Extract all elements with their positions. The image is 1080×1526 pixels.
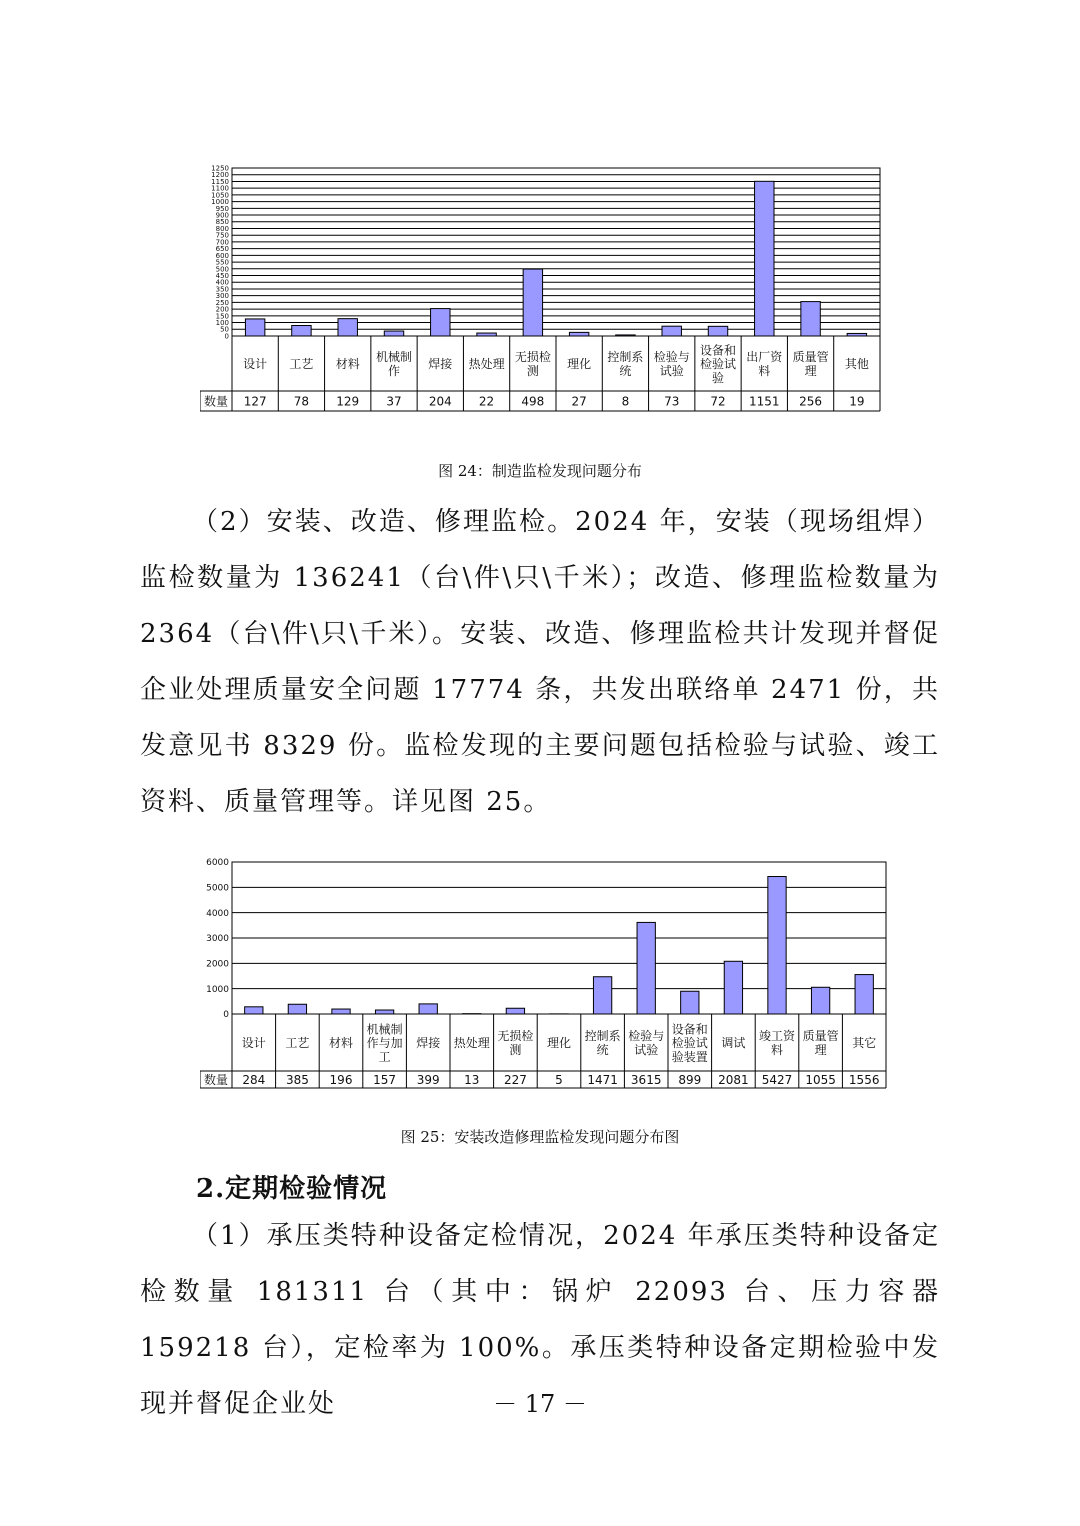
value-label: 227 [503, 1073, 527, 1088]
figure-24-caption: 图 24：制造监检发现问题分布 [438, 462, 642, 480]
figure-25-caption: 图 25：安装改造修理监检发现问题分布图 [400, 1128, 680, 1146]
bar [523, 269, 542, 336]
y-tick-label: 150 [215, 312, 229, 321]
bar [847, 333, 866, 336]
y-tick-label: 1050 [211, 191, 229, 200]
row-label: 数量 [203, 394, 229, 409]
bar [768, 877, 786, 1014]
category-label: 出厂资料 [746, 350, 783, 378]
category-label: 设备和检验试验装置 [671, 1022, 708, 1064]
y-tick-label: 450 [215, 271, 229, 280]
y-tick-label: 100 [215, 319, 229, 328]
value-label: 498 [521, 394, 545, 409]
value-label: 256 [799, 394, 823, 409]
paragraph-periodic-inspection: （1）承压类特种设备定检情况，2024 年承压类特种设备定检数量 181311 台（其中：锅炉 22093 台、压力容器 159218 台），定检率为 100%。承压类特种设备定期检验中发现并督促企业处 [140, 1221, 940, 1419]
category-label: 焊接 [416, 1036, 441, 1051]
category-label: 检验与试验 [653, 350, 690, 378]
value-label: 1471 [587, 1073, 618, 1088]
y-tick-label: 850 [215, 218, 229, 227]
category-label: 工艺 [289, 357, 314, 372]
paragraph-install-inspection: （2）安装、改造、修理监检。2024 年，安装（现场组焊）监检数量为 136241（台\件\只\千米）；改造、修理监检数量为 2364（台\件\只\千米）。安装、改造、修理监检共计发现并督促企业处理质量安全问题 17774 条，共发出联络单 2471 份，共发意见书 8329 份。监检发现的主要问题包括检验与试验、竣工资料、质量管理等。详见图 25。 [140, 507, 940, 817]
category-label: 其他 [844, 357, 869, 372]
y-tick-label: 5000 [206, 883, 229, 894]
category-label: 控制系统 [584, 1029, 621, 1057]
category-label: 机械制作与加工 [366, 1022, 403, 1064]
category-label: 无损检测 [514, 350, 551, 378]
y-tick-label: 0 [224, 332, 229, 341]
bar [245, 319, 264, 336]
y-tick-label: 950 [215, 204, 229, 213]
y-tick-label: 200 [215, 305, 229, 314]
bar [616, 335, 635, 336]
plot-frame [232, 168, 880, 336]
bar [288, 1004, 306, 1014]
section-heading: 2.定期检验情况 [196, 1174, 388, 1204]
y-tick-label: 1250 [211, 164, 229, 173]
y-tick-label: 1150 [211, 177, 229, 186]
y-tick-label: 300 [215, 292, 229, 301]
y-tick-label: 250 [215, 298, 229, 307]
value-label: 1556 [848, 1073, 880, 1088]
bar [569, 332, 588, 336]
category-label: 质量管理 [792, 350, 829, 378]
figure-24-chart [200, 160, 884, 416]
category-label: 材料 [328, 1036, 354, 1051]
category-label: 工艺 [285, 1036, 310, 1051]
y-tick-label: 1000 [211, 198, 229, 207]
y-tick-label: 500 [215, 265, 229, 274]
y-tick-label: 550 [215, 258, 229, 267]
bar [245, 1007, 263, 1014]
y-tick-label: 1000 [206, 984, 229, 995]
bar [855, 975, 873, 1014]
y-tick-label: 2000 [206, 959, 229, 970]
bar [384, 331, 403, 336]
bar [708, 326, 727, 336]
value-label: 899 [678, 1073, 702, 1088]
y-tick-label: 6000 [206, 858, 229, 869]
category-label: 其它 [852, 1036, 877, 1051]
bar [755, 181, 774, 336]
value-label: 127 [243, 394, 267, 409]
bar [332, 1009, 350, 1014]
category-label: 设备和检验试验 [699, 343, 737, 385]
value-label: 1055 [805, 1073, 836, 1088]
category-label: 设计 [243, 357, 268, 372]
bar [811, 987, 829, 1014]
bar [506, 1008, 524, 1014]
value-label: 399 [416, 1073, 440, 1088]
bar [338, 319, 357, 336]
value-label: 5427 [761, 1073, 793, 1088]
value-label: 5 [555, 1073, 563, 1088]
category-label: 设计 [241, 1036, 266, 1051]
value-label: 2081 [718, 1073, 749, 1088]
category-label: 焊接 [428, 357, 453, 372]
value-label: 73 [664, 394, 680, 409]
value-label: 284 [242, 1073, 266, 1088]
category-label: 理化 [546, 1036, 572, 1051]
bar [431, 309, 450, 336]
bar [662, 326, 681, 336]
value-label: 13 [464, 1073, 480, 1088]
category-label: 竣工资料 [758, 1029, 796, 1057]
bar [375, 1010, 393, 1014]
row-label: 数量 [203, 1073, 229, 1088]
bar [724, 961, 742, 1014]
bar [593, 977, 611, 1014]
value-label: 78 [293, 394, 310, 409]
page-number: － 17 － [493, 1390, 587, 1418]
y-tick-label: 400 [215, 278, 229, 287]
value-label: 22 [478, 394, 495, 409]
value-label: 385 [285, 1073, 309, 1088]
category-label: 调试 [721, 1036, 746, 1051]
value-label: 37 [386, 394, 402, 409]
bar [477, 333, 496, 336]
bar [681, 991, 699, 1014]
bar [292, 326, 311, 336]
value-label: 157 [373, 1073, 397, 1088]
value-label: 72 [710, 394, 726, 409]
category-label: 控制系统 [607, 350, 644, 378]
y-tick-label: 600 [215, 251, 229, 260]
value-label: 19 [849, 394, 865, 409]
figure-25-chart [200, 852, 888, 1092]
y-tick-label: 900 [215, 211, 229, 220]
category-label: 检验与试验 [628, 1029, 665, 1057]
category-label: 热处理 [453, 1036, 490, 1051]
category-label: 热处理 [468, 357, 505, 372]
y-tick-label: 800 [215, 224, 229, 233]
y-tick-label: 700 [215, 238, 229, 247]
category-label: 材料 [335, 357, 360, 372]
y-tick-label: 1200 [211, 171, 229, 180]
value-label: 196 [329, 1073, 353, 1088]
value-label: 27 [571, 394, 587, 409]
value-label: 1151 [749, 394, 780, 409]
category-label: 无损检测 [497, 1029, 534, 1057]
y-tick-label: 3000 [206, 934, 229, 945]
figure-24-svg [200, 160, 884, 416]
value-label: 3615 [630, 1073, 662, 1088]
figure-25-svg [200, 852, 888, 1092]
y-tick-label: 1100 [211, 184, 229, 193]
y-tick-label: 350 [215, 285, 229, 294]
category-label: 质量管理 [802, 1029, 839, 1057]
value-label: 129 [336, 394, 360, 409]
bar [801, 302, 820, 336]
y-tick-label: 4000 [206, 908, 229, 919]
y-tick-label: 650 [215, 245, 229, 254]
value-label: 8 [621, 394, 630, 409]
y-tick-label: 750 [215, 231, 229, 240]
value-label: 204 [428, 394, 452, 409]
y-tick-label: 50 [220, 325, 229, 334]
bar [637, 922, 655, 1014]
category-label: 理化 [567, 357, 592, 372]
y-tick-label: 0 [223, 1010, 229, 1021]
bar [419, 1004, 437, 1014]
category-label: 机械制作 [375, 350, 413, 378]
